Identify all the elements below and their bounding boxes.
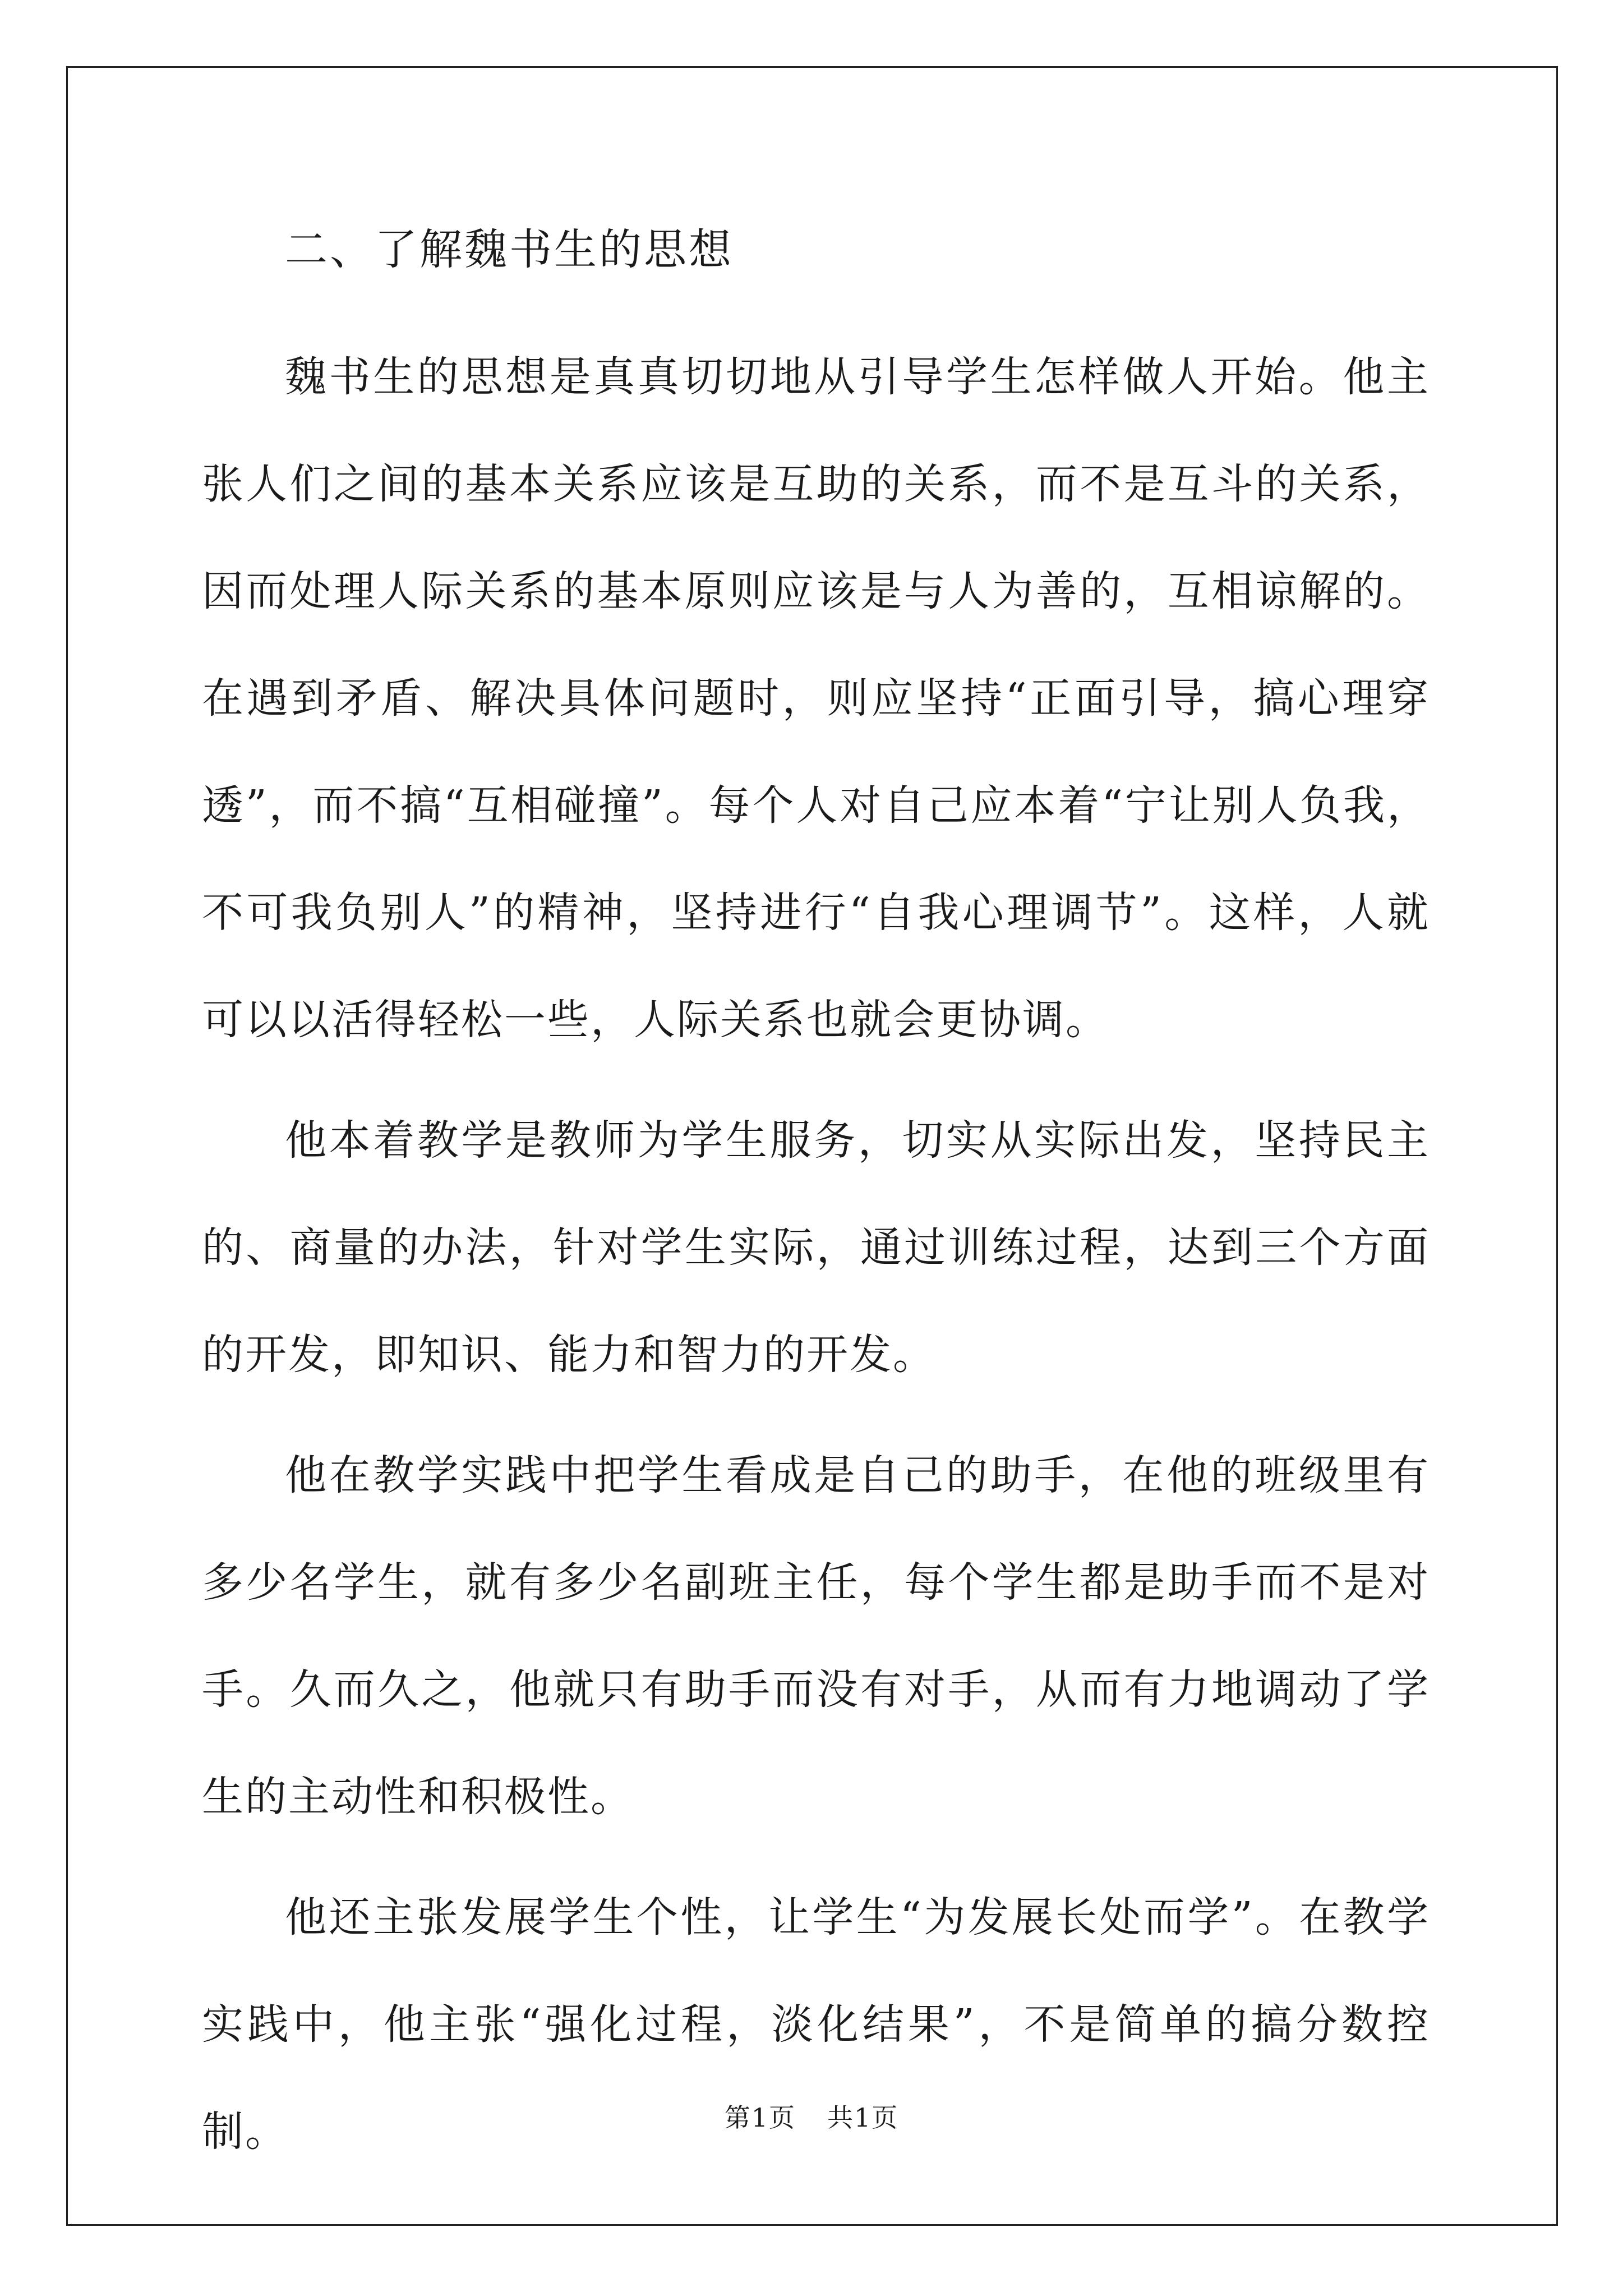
paragraph-4: 他还主张发展学生个性，让学生“为发展长处而学”。在教学实践中，他主张“强化过程，淡化结果”，不是简单的搞分数控制。 (202, 1893, 1430, 2156)
page-footer (0, 2101, 1623, 2134)
paragraph-1: 魏书生的思想是真真切切地从引导学生怎样做人开始。他主张人们之间的基本关系应该是互助的关系，而不是互斗的关系，因而处理人际关系的基本原则应该是与人为善的，互相谅解的。在遇到矛盾、解决具体问题时，则应坚持“正面引导，搞心理穿透”，而不搞“互相碰撞”。每个人对自己应本着“宁让别人负我，不可我负别人”的精神，坚持进行“自我心理调节”。这样，人就可以以活得轻松一些，人际关系也就会更协调。 (202, 353, 1430, 1044)
document-body (202, 216, 1430, 2185)
paragraph-3: 他在教学实践中把学生看成是自己的助手，在他的班级里有多少名学生，就有多少名副班主任，每个学生都是助手而不是对手。久而久之，他就只有助手而没有对手，从而有力地调动了学生的主动性和积极性。 (202, 1451, 1430, 1821)
page-number: 第1页 (724, 2102, 796, 2133)
section-heading: 二、了解魏书生的思想 (285, 224, 734, 274)
paragraph-2: 他本着教学是教师为学生服务，切实从实际出发，坚持民主的、商量的办法，针对学生实际，通过训练过程，达到三个方面的开发，即知识、能力和智力的开发。 (202, 1116, 1430, 1379)
page-total: 共1页 (827, 2102, 899, 2133)
